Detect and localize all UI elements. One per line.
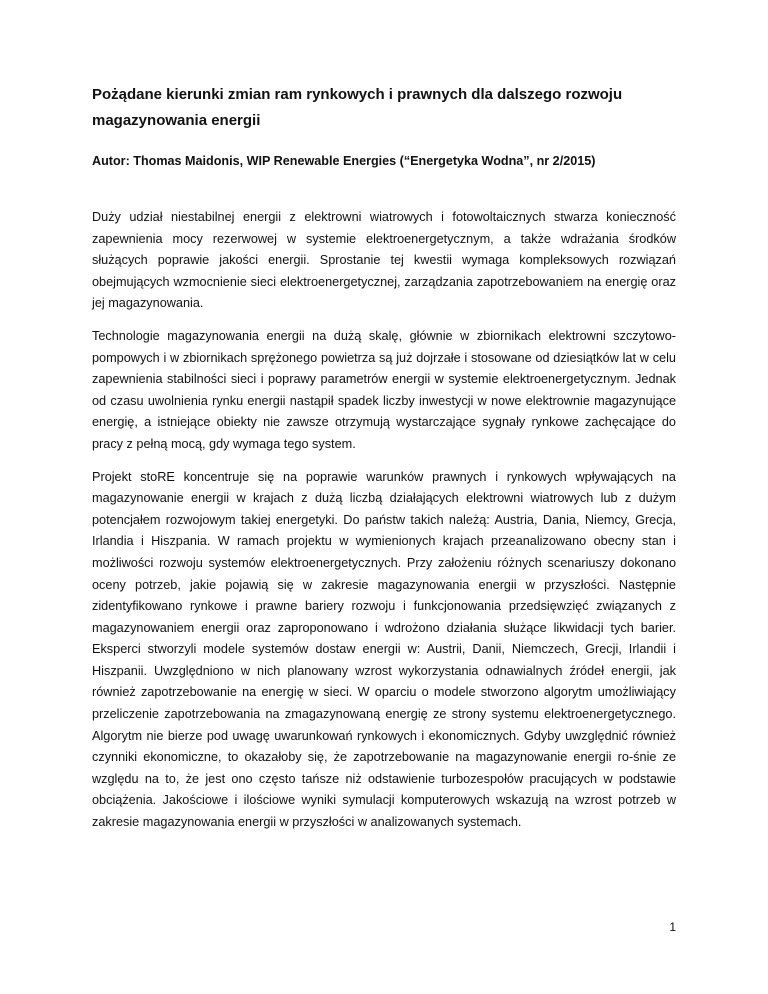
author-line: Autor: Thomas Maidonis, WIP Renewable Energies (“Energetyka Wodna”, nr 2/2015) [92,154,596,168]
page-number: 1 [669,920,676,934]
paragraph-2: Technologie magazynowania energii na dużą skalę, głównie w zbiornikach elektrowni szczytowo-pompowych i w zbiornikach sprężonego powietrza są już dojrzałe i stosowane od dziesiątków lat w celu zapewnienia stabilności sieci i poprawy parametrów energii w systemie elektroenergetycznym. Jednak od czasu uwolnienia rynku energii nastąpił spadek liczby inwestycji w nowe elektrownie magazynujące energię, a istniejące obiekty nie zawsze otrzymują wystarczające sygnały rynkowe zachęcające do pracy z pełną mocą, gdy wymaga tego system. [92,328,676,451]
document-title: Pożądane kierunki zmian ram rynkowych i prawnych dla dalszego rozwoju magazynowania energii [92,86,623,129]
paragraph-3: Projekt stoRE koncentruje się na poprawie warunków prawnych i rynkowych wpływających na magazynowanie energii w krajach z dużą liczbą działających elektrowni wiatrowych lub z dużym potencjałem rozwojowym takiej energetyki. Do państw takich należą: Austria, Dania, Niemcy, Grecja, Irlandia i Hiszpania. W ramach projektu w wymienionych krajach przeanalizowano obecny stan i możliwości rozwoju systemów elektroenergetycznych. Przy założeniu różnych scenariuszy dokonano oceny potrzeb, jakie pojawią się w zakresie magazynowania energii w przyszłości. Następnie zidentyfikowano rynkowe i prawne bariery rozwoju i funkcjonowania przedsięwzięć związanych z magazynowaniem energii oraz zaproponowano i wdrożono działania służące likwidacji tych barier. Eksperci stworzyli modele systemów dostaw energii w: Austrii, Danii, Niemczech, Grecji, Irlandii i Hiszpanii. Uwzględniono w nich planowany wzrost wykorzystania odnawialnych źródeł energii, jak również zapotrzebowanie na energię w sieci. W oparciu o modele stworzono algorytm umożliwiający przeliczenie zapotrzebowania na zmagazynowaną energię ze strony systemu elektroenergetycznego. Algorytm nie bierze pod uwagę uwarunkowań rynkowych i ekonomicznych. Gdyby uwzględnić również czynniki ekonomiczne, to okazałoby się, że zapotrzebowanie na magazynowanie energii ro-śnie ze względu na to, że jest ono często tańsze niż odstawienie turbozespołów pracujących w podstawie obciążenia. Jakościowe i ilościowe wyniki symulacji komputerowych wskazują na wzrost potrzeb w zakresie magazynowania energii w przyszłości w analizowanych systemach. [92,469,676,830]
paragraph-1: Duży udział niestabilnej energii z elektrowni wiatrowych i fotowoltaicznych stwarza konieczność zapewnienia mocy rezerwowej w systemie elektroenergetycznym, a także wdrażania środków służących poprawie jakości energii. Sprostanie tej kwestii wymaga kompleksowych rozwiązań obejmujących wzmocnienie sieci elektroenergetycznej, zarządzania zapotrzebowaniem na energię oraz jej magazynowania. [92,210,676,311]
document-content [92,82,676,845]
